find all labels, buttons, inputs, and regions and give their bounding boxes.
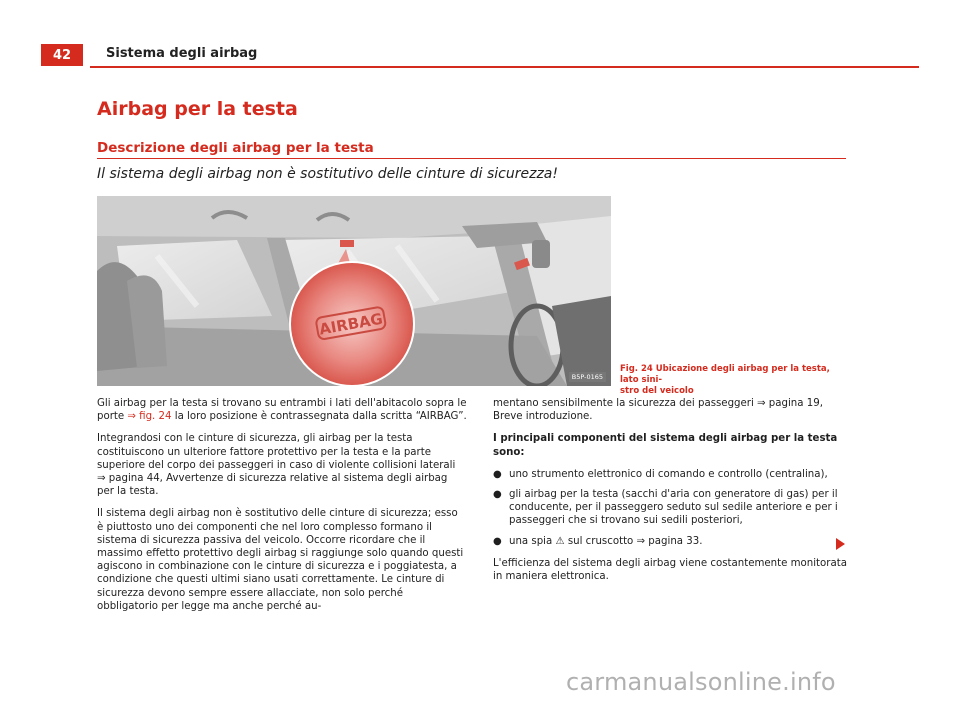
- bullet-icon: ●: [493, 489, 502, 501]
- paragraph-seatbelts: Il sistema degli airbag non è sostitutivo delle cinture di sicurezza; esso è piuttosto uno dei componenti che nel loro complesso formano il sistema di sicurezza passiva del veicolo. Occorre ricordare che il massimo effetto protettivo degli airbag si raggiunge solo quando questi agiscono in combinazione con le cinture di sicurezza e i poggiatesta, a condizione che questi ultimi siano usati correttamente. Le cinture di sicurezza devono sempre essere allacciate, non solo perché obbligatorio per legge ma anche perché au-: [97, 508, 464, 612]
- airbag-marker-front: [340, 240, 354, 247]
- left-text-column: [97, 397, 467, 622]
- paragraph-continuation: mentano sensibilmente la sicurezza dei passeggeri ⇒ pagina 19, Breve introduzione.: [493, 398, 823, 423]
- components-heading: I principali componenti del sistema degli airbag per la testa sono:: [493, 433, 838, 458]
- car-interior-illustration: [97, 196, 611, 386]
- page-number: 42: [41, 44, 83, 66]
- list-item: [493, 535, 853, 548]
- figure-caption-line-1: Fig. 24 Ubicazione degli airbag per la testa, lato sini-: [620, 364, 830, 385]
- paragraph-protection: Integrandosi con le cinture di sicurezza, gli airbag per la testa costituiscono un ulteriore fattore protettivo per la testa e la parte superiore del corpo dei passeggeri in caso di violente collisioni laterali ⇒ pagina 44, Avvertenze di sicurezza relative al sistema degli airbag per la testa.: [97, 433, 456, 498]
- list-item-text: una spia ⚠ sul cruscotto ⇒ pagina 33.: [509, 535, 703, 547]
- chapter-title: Sistema degli airbag: [106, 46, 258, 61]
- list-item: [493, 468, 853, 481]
- text-fragment: Gli airbag per la testa si trovano su entrambi i lati dell'abitacolo sopra le porte: [97, 398, 467, 423]
- subsection-divider: [97, 158, 846, 159]
- list-item: [493, 488, 853, 528]
- bullet-icon: ●: [493, 468, 502, 480]
- figure-caption-line-2: stro del veicolo: [620, 386, 694, 396]
- figure-code: B5P-0165: [569, 372, 606, 382]
- section-title: Airbag per la testa: [97, 98, 298, 120]
- lead-warning: Il sistema degli airbag non è sostitutivo delle cinture di sicurezza!: [97, 166, 558, 182]
- bullet-icon: ●: [493, 535, 502, 547]
- figure-caption: [620, 364, 840, 397]
- figure-reference-link[interactable]: ⇒ fig. 24: [127, 411, 172, 423]
- watermark: carmanualsonline.info: [566, 668, 836, 696]
- paragraph-monitoring: L'efficienza del sistema degli airbag viene costantemente monitorata in maniera elettronica.: [493, 557, 847, 583]
- header-divider: [90, 66, 919, 68]
- right-text-column: [493, 397, 853, 592]
- list-item-text: gli airbag per la testa (sacchi d'aria con generatore di gas) per il conducente, per il passeggero seduto sul sedile anteriore e per i passeggeri che si trovano sui sedili posteriori,: [509, 489, 838, 527]
- airbag-location-figure: [97, 196, 611, 386]
- airbag-label-text: AIRBAG: [317, 309, 385, 339]
- list-item-text: uno strumento elettronico di comando e controllo (centralina),: [509, 468, 828, 480]
- text-fragment: la loro posizione è contrassegnata dalla scritta “AIRBAG”.: [171, 411, 467, 423]
- paragraph-location: [97, 397, 467, 423]
- subsection-title: Descrizione degli airbag per la testa: [97, 140, 374, 156]
- continue-arrow-icon: [836, 538, 845, 550]
